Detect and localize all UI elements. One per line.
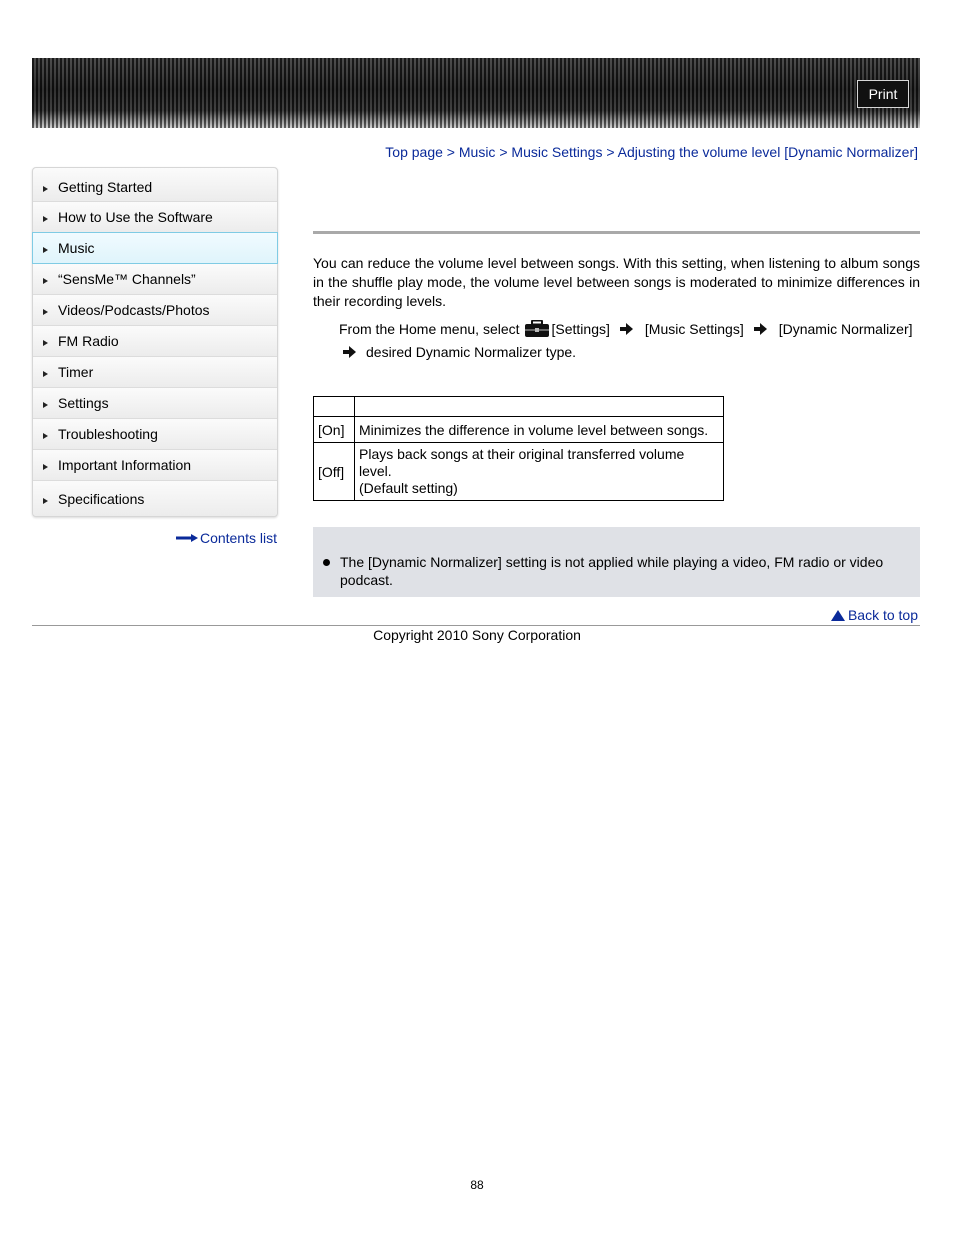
sidebar-item-troubleshooting[interactable] — [33, 419, 277, 450]
contents-list-link[interactable] — [176, 530, 277, 546]
sidebar-item-label: Settings — [58, 395, 109, 411]
arrow-right-icon — [43, 278, 48, 284]
contents-list-label: Contents list — [199, 530, 277, 546]
breadcrumb-current-page[interactable]: Adjusting the volume level [Dynamic Normalizer] — [617, 144, 918, 160]
step-music-settings: [Music Settings] — [644, 321, 744, 337]
breadcrumb-music[interactable]: Music — [458, 144, 496, 160]
sidebar-item-important-information[interactable] — [33, 450, 277, 481]
sidebar-item-label: How to Use the Software — [58, 209, 213, 225]
sidebar-item-music[interactable] — [32, 232, 278, 264]
sidebar-item-label: “SensMe™ Channels” — [58, 271, 196, 287]
arrow-right-icon — [43, 402, 48, 408]
step-last: desired Dynamic Normalizer type. — [366, 344, 577, 360]
sidebar-item-fm-radio[interactable] — [33, 326, 277, 357]
sidebar-item-how-to-use-software[interactable] — [33, 202, 277, 233]
sidebar-item-label: Getting Started — [58, 178, 153, 195]
back-to-top-label: Back to top — [847, 607, 918, 623]
triangle-up-icon — [831, 610, 845, 621]
breadcrumb-separator: > — [499, 144, 508, 160]
arrow-right-icon — [43, 433, 48, 439]
table-header-cell — [355, 397, 724, 417]
arrow-right-icon — [43, 464, 48, 470]
table-header-row — [314, 397, 724, 417]
arrow-right-icon — [176, 534, 198, 542]
sidebar-item-label: Music — [58, 240, 95, 256]
breadcrumb-top-page[interactable]: Top page — [385, 144, 443, 160]
sidebar-item-label: FM Radio — [58, 333, 119, 349]
breadcrumb-separator: > — [446, 144, 455, 160]
description-cell: Minimizes the difference in volume level between songs. — [355, 417, 724, 443]
arrow-right-icon — [43, 186, 48, 192]
table-header-cell — [314, 397, 355, 417]
sidebar-item-settings[interactable] — [33, 388, 277, 419]
step-settings: [Settings] — [551, 321, 610, 337]
print-button[interactable]: Print — [857, 80, 909, 108]
arrow-right-icon — [43, 247, 48, 253]
sidebar-item-label: Videos/Podcasts/Photos — [58, 302, 210, 318]
arrow-right-icon — [43, 309, 48, 315]
title-divider — [313, 231, 920, 234]
header-banner — [32, 58, 920, 128]
arrow-right-icon — [43, 371, 48, 377]
arrow-right-icon — [43, 216, 48, 222]
footer-divider — [32, 625, 920, 626]
sidebar-nav — [32, 167, 278, 517]
options-table — [313, 396, 724, 501]
breadcrumb — [385, 144, 918, 160]
copyright: Copyright 2010 Sony Corporation — [373, 627, 581, 643]
intro-paragraph: You can reduce the volume level between songs. With this setting, when listening to album songs in the shuffle play mode, the volume level between songs is moderated to minimize differences in their recording levels. — [313, 255, 920, 309]
option-cell: [Off] — [314, 443, 355, 501]
sidebar-item-label: Troubleshooting — [58, 426, 158, 442]
breadcrumb-music-settings[interactable]: Music Settings — [511, 144, 603, 160]
description-line: (Default setting) — [359, 480, 458, 496]
sidebar-item-label: Timer — [58, 364, 94, 380]
page-number: 88 — [470, 1178, 484, 1192]
step-instruction — [339, 320, 913, 338]
step-dynamic-normalizer: [Dynamic Normalizer] — [778, 321, 913, 337]
sidebar-item-timer[interactable] — [33, 357, 277, 388]
toolbox-icon — [524, 320, 550, 338]
sidebar-item-getting-started[interactable] — [33, 168, 277, 202]
arrow-right-icon — [43, 340, 48, 346]
sidebar-item-label: Important Information — [58, 457, 192, 473]
arrow-right-icon — [620, 323, 634, 335]
step-prefix: From the Home menu, select — [339, 321, 520, 337]
description-cell — [355, 443, 724, 501]
arrow-right-icon — [343, 346, 357, 358]
option-cell: [On] — [314, 417, 355, 443]
table-row — [314, 443, 724, 501]
bullet-icon — [323, 559, 330, 566]
sidebar-item-sensme-channels[interactable] — [33, 264, 277, 295]
note-text: The [Dynamic Normalizer] setting is not applied while playing a video, FM radio or video podcast. — [340, 554, 884, 588]
back-to-top-link[interactable] — [831, 607, 918, 623]
sidebar-item-specifications[interactable] — [33, 481, 277, 516]
arrow-right-icon — [43, 498, 48, 504]
note-box — [313, 527, 920, 597]
breadcrumb-separator: > — [606, 144, 615, 160]
table-row — [314, 417, 724, 443]
step-instruction-continued — [343, 344, 576, 360]
sidebar-item-videos-podcasts-photos[interactable] — [33, 295, 277, 326]
description-line: Plays back songs at their original transferred volume level. — [359, 446, 685, 479]
sidebar-item-label: Specifications — [58, 490, 145, 507]
arrow-right-icon — [754, 323, 768, 335]
